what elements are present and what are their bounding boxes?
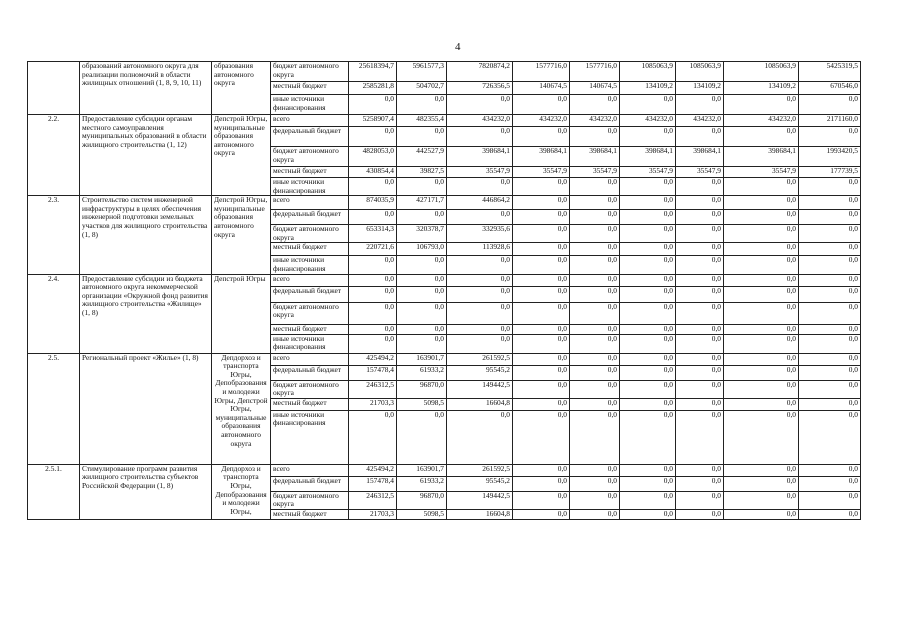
amount-cell: 0,0	[513, 464, 570, 476]
amount-cell: 434232,0	[676, 115, 724, 127]
amount-cell: 0,0	[397, 178, 447, 196]
item-executor: Депстрой Югры, муниципальные образования автономного округа	[212, 115, 271, 196]
amount-cell: 149442,5	[447, 380, 513, 398]
amount-cell: 7820874,2	[447, 62, 513, 82]
amount-cell: 0,0	[620, 509, 676, 519]
funding-source: федеральный бюджет	[271, 286, 349, 302]
item-name: Строительство систем инженерной инфраструктуры в целях обеспечения инженерной подготовки земельных участков для жилищного строительства (1, 8)	[80, 196, 212, 274]
amount-cell: 5258907,4	[349, 115, 397, 127]
amount-cell: 0,0	[397, 256, 447, 274]
amount-cell: 5098,5	[397, 509, 447, 519]
amount-cell: 0,0	[676, 353, 724, 365]
amount-cell: 0,0	[513, 365, 570, 380]
amount-cell: 0,0	[570, 256, 620, 274]
amount-cell: 35547,9	[724, 167, 799, 178]
amount-cell: 140674,5	[570, 82, 620, 95]
amount-cell: 0,0	[570, 334, 620, 353]
amount-cell: 21703,3	[349, 509, 397, 519]
amount-cell: 0,0	[447, 302, 513, 324]
table-row	[28, 115, 861, 127]
amount-cell: 0,0	[349, 410, 397, 464]
amount-cell: 0,0	[676, 324, 724, 334]
amount-cell: 0,0	[724, 243, 799, 256]
amount-cell: 35547,9	[513, 167, 570, 178]
amount-cell: 0,0	[620, 464, 676, 476]
amount-cell: 0,0	[349, 256, 397, 274]
amount-cell: 2585281,8	[349, 82, 397, 95]
amount-cell: 35547,9	[570, 167, 620, 178]
amount-cell: 0,0	[676, 243, 724, 256]
amount-cell: 246312,5	[349, 380, 397, 398]
amount-cell: 0,0	[397, 410, 447, 464]
funding-source: федеральный бюджет	[271, 365, 349, 380]
amount-cell: 157478,4	[349, 476, 397, 491]
amount-cell: 320378,7	[397, 225, 447, 243]
amount-cell: 1085063,9	[724, 62, 799, 82]
amount-cell: 874035,9	[349, 196, 397, 210]
amount-cell: 163901,7	[397, 353, 447, 365]
amount-cell: 0,0	[799, 509, 861, 519]
amount-cell: 0,0	[513, 353, 570, 365]
amount-cell: 0,0	[513, 509, 570, 519]
amount-cell: 0,0	[724, 353, 799, 365]
amount-cell: 0,0	[799, 324, 861, 334]
amount-cell: 425494,2	[349, 353, 397, 365]
amount-cell: 0,0	[799, 334, 861, 353]
amount-cell: 35547,9	[676, 167, 724, 178]
amount-cell: 398684,1	[620, 147, 676, 167]
amount-cell: 0,0	[513, 243, 570, 256]
amount-cell: 2171160,0	[799, 115, 861, 127]
amount-cell: 35547,9	[620, 167, 676, 178]
funding-source: бюджет автономного округа	[271, 62, 349, 82]
amount-cell: 39827,5	[397, 167, 447, 178]
funding-source: федеральный бюджет	[271, 210, 349, 225]
item-number: 2.3.	[28, 196, 80, 274]
amount-cell: 434232,0	[570, 115, 620, 127]
item-executor: Депстрой Югры	[212, 274, 271, 353]
amount-cell: 0,0	[513, 127, 570, 147]
amount-cell: 157478,4	[349, 365, 397, 380]
funding-source: бюджет автономного округа	[271, 302, 349, 324]
amount-cell: 0,0	[620, 491, 676, 509]
funding-source: всего	[271, 274, 349, 286]
amount-cell: 0,0	[799, 196, 861, 210]
amount-cell: 0,0	[447, 256, 513, 274]
amount-cell: 0,0	[799, 286, 861, 302]
funding-source: бюджет автономного округа	[271, 380, 349, 398]
amount-cell: 434232,0	[447, 115, 513, 127]
amount-cell: 0,0	[513, 380, 570, 398]
amount-cell: 726356,5	[447, 82, 513, 95]
amount-cell: 0,0	[676, 476, 724, 491]
amount-cell: 0,0	[724, 509, 799, 519]
item-executor: Депдорхоз и транспорта Югры, Депобразования и молодежи Югры, Депстрой Югры, муниципальные образования автономного округа	[212, 353, 271, 464]
amount-cell: 0,0	[349, 302, 397, 324]
amount-cell: 670546,0	[799, 82, 861, 95]
amount-cell: 134109,2	[620, 82, 676, 95]
amount-cell: 0,0	[799, 476, 861, 491]
amount-cell: 0,0	[513, 178, 570, 196]
amount-cell: 0,0	[349, 274, 397, 286]
amount-cell: 0,0	[799, 302, 861, 324]
amount-cell: 5098,5	[397, 398, 447, 410]
table-row	[28, 464, 861, 476]
amount-cell: 0,0	[570, 491, 620, 509]
amount-cell: 0,0	[570, 380, 620, 398]
amount-cell: 0,0	[676, 464, 724, 476]
amount-cell: 0,0	[570, 353, 620, 365]
amount-cell: 0,0	[799, 353, 861, 365]
amount-cell: 0,0	[676, 256, 724, 274]
amount-cell: 0,0	[570, 302, 620, 324]
amount-cell: 1577716,0	[513, 62, 570, 82]
amount-cell: 0,0	[513, 274, 570, 286]
amount-cell: 0,0	[349, 210, 397, 225]
amount-cell: 0,0	[676, 210, 724, 225]
item-name: Региональный проект «Жилье» (1, 8)	[80, 353, 212, 464]
amount-cell: 0,0	[620, 95, 676, 115]
amount-cell: 5425319,5	[799, 62, 861, 82]
amount-cell: 96870,0	[397, 491, 447, 509]
amount-cell: 0,0	[676, 95, 724, 115]
amount-cell: 5961577,3	[397, 62, 447, 82]
amount-cell: 0,0	[799, 491, 861, 509]
amount-cell: 0,0	[799, 365, 861, 380]
amount-cell: 427171,7	[397, 196, 447, 210]
item-name: Стимулирование программ развития жилищного строительства субъектов Российской Федерации (1, 8)	[80, 464, 212, 519]
amount-cell: 0,0	[620, 127, 676, 147]
amount-cell: 0,0	[570, 398, 620, 410]
amount-cell: 25618394,7	[349, 62, 397, 82]
amount-cell: 0,0	[447, 210, 513, 225]
amount-cell: 0,0	[724, 225, 799, 243]
funding-source: федеральный бюджет	[271, 127, 349, 147]
amount-cell: 0,0	[513, 491, 570, 509]
funding-source: местный бюджет	[271, 167, 349, 178]
amount-cell: 0,0	[676, 274, 724, 286]
amount-cell: 0,0	[724, 491, 799, 509]
item-name: Предоставление субсидии из бюджета автономного округа некоммерческой организации «Окружной фонд развития жилищного строительства «Жилище» (1, 8)	[80, 274, 212, 353]
amount-cell: 398684,1	[447, 147, 513, 167]
amount-cell: 0,0	[513, 410, 570, 464]
amount-cell: 0,0	[513, 286, 570, 302]
funding-source: иные источники финансирования	[271, 256, 349, 274]
funding-source: иные источники финансирования	[271, 95, 349, 115]
amount-cell: 0,0	[724, 95, 799, 115]
amount-cell: 0,0	[724, 178, 799, 196]
amount-cell: 0,0	[570, 464, 620, 476]
amount-cell: 504702,7	[397, 82, 447, 95]
amount-cell: 0,0	[397, 127, 447, 147]
amount-cell: 0,0	[620, 398, 676, 410]
amount-cell: 0,0	[799, 178, 861, 196]
amount-cell: 0,0	[513, 256, 570, 274]
amount-cell: 0,0	[570, 324, 620, 334]
amount-cell: 0,0	[349, 324, 397, 334]
amount-cell: 398684,1	[513, 147, 570, 167]
amount-cell: 0,0	[349, 127, 397, 147]
amount-cell: 220721,6	[349, 243, 397, 256]
amount-cell: 96870,0	[397, 380, 447, 398]
amount-cell: 446864,2	[447, 196, 513, 210]
amount-cell: 0,0	[513, 324, 570, 334]
amount-cell: 430854,4	[349, 167, 397, 178]
amount-cell: 425494,2	[349, 464, 397, 476]
amount-cell: 0,0	[799, 274, 861, 286]
amount-cell: 0,0	[724, 274, 799, 286]
amount-cell: 0,0	[724, 334, 799, 353]
amount-cell: 0,0	[570, 178, 620, 196]
amount-cell: 0,0	[724, 464, 799, 476]
amount-cell: 442527,9	[397, 147, 447, 167]
amount-cell: 0,0	[397, 302, 447, 324]
amount-cell: 0,0	[620, 365, 676, 380]
amount-cell: 0,0	[570, 127, 620, 147]
amount-cell: 0,0	[724, 302, 799, 324]
amount-cell: 134109,2	[676, 82, 724, 95]
amount-cell: 0,0	[570, 225, 620, 243]
amount-cell: 0,0	[676, 196, 724, 210]
amount-cell: 95545,2	[447, 476, 513, 491]
amount-cell: 0,0	[620, 225, 676, 243]
amount-cell: 140674,5	[513, 82, 570, 95]
funding-source: бюджет автономного округа	[271, 491, 349, 509]
amount-cell: 0,0	[513, 302, 570, 324]
table-row	[28, 196, 861, 210]
amount-cell: 0,0	[676, 286, 724, 302]
funding-source: иные источники финансирования	[271, 334, 349, 353]
amount-cell: 95545,2	[447, 365, 513, 380]
funding-source: местный бюджет	[271, 324, 349, 334]
amount-cell: 1085063,9	[676, 62, 724, 82]
amount-cell: 0,0	[570, 286, 620, 302]
amount-cell: 0,0	[724, 380, 799, 398]
item-number: 2.2.	[28, 115, 80, 196]
amount-cell: 0,0	[620, 353, 676, 365]
amount-cell: 61933,2	[397, 476, 447, 491]
item-name: образований автономного округа для реализации полномочий в области жилищных отношений (1, 8, 9, 10, 11)	[80, 62, 212, 115]
item-number: 2.4.	[28, 274, 80, 353]
amount-cell: 0,0	[513, 196, 570, 210]
amount-cell: 0,0	[620, 410, 676, 464]
amount-cell: 0,0	[676, 491, 724, 509]
amount-cell: 0,0	[676, 380, 724, 398]
amount-cell: 0,0	[620, 334, 676, 353]
amount-cell: 0,0	[397, 95, 447, 115]
amount-cell: 0,0	[676, 509, 724, 519]
amount-cell: 0,0	[676, 334, 724, 353]
amount-cell: 0,0	[799, 410, 861, 464]
amount-cell: 16604,8	[447, 509, 513, 519]
amount-cell: 0,0	[513, 210, 570, 225]
amount-cell: 0,0	[513, 334, 570, 353]
amount-cell: 134109,2	[724, 82, 799, 95]
table-row	[28, 353, 861, 365]
amount-cell: 0,0	[799, 243, 861, 256]
amount-cell: 0,0	[513, 476, 570, 491]
amount-cell: 0,0	[397, 334, 447, 353]
amount-cell: 0,0	[620, 476, 676, 491]
funding-source: всего	[271, 464, 349, 476]
funding-source: бюджет автономного округа	[271, 147, 349, 167]
amount-cell: 434232,0	[513, 115, 570, 127]
funding-source: местный бюджет	[271, 243, 349, 256]
amount-cell: 0,0	[570, 476, 620, 491]
amount-cell: 0,0	[349, 178, 397, 196]
funding-source: всего	[271, 353, 349, 365]
amount-cell: 0,0	[513, 225, 570, 243]
amount-cell: 0,0	[799, 398, 861, 410]
amount-cell: 0,0	[724, 210, 799, 225]
funding-source: местный бюджет	[271, 398, 349, 410]
amount-cell: 0,0	[570, 274, 620, 286]
amount-cell: 1085063,9	[620, 62, 676, 82]
amount-cell: 0,0	[676, 127, 724, 147]
amount-cell: 61933,2	[397, 365, 447, 380]
amount-cell: 0,0	[349, 286, 397, 302]
amount-cell: 653314,3	[349, 225, 397, 243]
amount-cell: 261592,5	[447, 353, 513, 365]
amount-cell: 0,0	[349, 334, 397, 353]
amount-cell: 434232,0	[620, 115, 676, 127]
amount-cell: 0,0	[799, 95, 861, 115]
amount-cell: 1993420,5	[799, 147, 861, 167]
item-name: Предоставление субсидии органам местного самоуправления муниципальных образований в области жилищного строительства (1, 12)	[80, 115, 212, 196]
amount-cell: 0,0	[724, 196, 799, 210]
amount-cell: 4828053,0	[349, 147, 397, 167]
amount-cell: 398684,1	[676, 147, 724, 167]
amount-cell: 149442,5	[447, 491, 513, 509]
amount-cell: 0,0	[676, 365, 724, 380]
amount-cell: 0,0	[447, 324, 513, 334]
amount-cell: 398684,1	[724, 147, 799, 167]
table-row	[28, 274, 861, 286]
amount-cell: 0,0	[447, 286, 513, 302]
amount-cell: 0,0	[570, 365, 620, 380]
amount-cell: 0,0	[620, 380, 676, 398]
amount-cell: 0,0	[570, 196, 620, 210]
amount-cell: 0,0	[799, 256, 861, 274]
funding-source: иные источники финансирования	[271, 178, 349, 196]
amount-cell: 0,0	[799, 380, 861, 398]
amount-cell: 0,0	[620, 274, 676, 286]
amount-cell: 0,0	[447, 178, 513, 196]
amount-cell: 0,0	[799, 210, 861, 225]
amount-cell: 0,0	[447, 410, 513, 464]
amount-cell: 0,0	[676, 410, 724, 464]
amount-cell: 434232,0	[724, 115, 799, 127]
amount-cell: 35547,9	[447, 167, 513, 178]
funding-source: федеральный бюджет	[271, 476, 349, 491]
amount-cell: 0,0	[397, 274, 447, 286]
amount-cell: 0,0	[447, 127, 513, 147]
amount-cell: 0,0	[724, 365, 799, 380]
item-number: 2.5.1.	[28, 464, 80, 519]
amount-cell: 0,0	[620, 210, 676, 225]
amount-cell: 0,0	[724, 398, 799, 410]
amount-cell: 163901,7	[397, 464, 447, 476]
amount-cell: 0,0	[724, 127, 799, 147]
amount-cell: 0,0	[620, 256, 676, 274]
funding-source: бюджет автономного округа	[271, 225, 349, 243]
item-number: 2.5.	[28, 353, 80, 464]
amount-cell: 0,0	[513, 95, 570, 115]
amount-cell: 0,0	[724, 476, 799, 491]
amount-cell: 0,0	[349, 95, 397, 115]
amount-cell: 0,0	[397, 286, 447, 302]
amount-cell: 0,0	[724, 410, 799, 464]
amount-cell: 177739,5	[799, 167, 861, 178]
amount-cell: 0,0	[676, 225, 724, 243]
amount-cell: 0,0	[724, 286, 799, 302]
item-executor: Депстрой Югры, муниципальные образования автономного округа	[212, 196, 271, 274]
amount-cell: 0,0	[620, 196, 676, 210]
amount-cell: 0,0	[620, 178, 676, 196]
amount-cell: 0,0	[397, 324, 447, 334]
amount-cell: 0,0	[799, 225, 861, 243]
amount-cell: 398684,1	[570, 147, 620, 167]
amount-cell: 1577716,0	[570, 62, 620, 82]
amount-cell: 0,0	[620, 324, 676, 334]
amount-cell: 332935,6	[447, 225, 513, 243]
table-row	[28, 62, 861, 82]
amount-cell: 482355,4	[397, 115, 447, 127]
amount-cell: 106793,0	[397, 243, 447, 256]
amount-cell: 0,0	[676, 398, 724, 410]
amount-cell: 0,0	[724, 256, 799, 274]
amount-cell: 0,0	[447, 95, 513, 115]
amount-cell: 16604,8	[447, 398, 513, 410]
amount-cell: 0,0	[513, 398, 570, 410]
amount-cell: 0,0	[799, 464, 861, 476]
funding-source: местный бюджет	[271, 509, 349, 519]
funding-source: всего	[271, 196, 349, 210]
amount-cell: 113928,6	[447, 243, 513, 256]
amount-cell: 0,0	[620, 302, 676, 324]
amount-cell: 246312,5	[349, 491, 397, 509]
amount-cell: 0,0	[620, 243, 676, 256]
amount-cell: 0,0	[570, 509, 620, 519]
item-executor: Депдорхоз и транспорта Югры, Депобразования и молодежи Югры,	[212, 464, 271, 519]
amount-cell: 0,0	[397, 210, 447, 225]
amount-cell: 0,0	[570, 410, 620, 464]
funding-source: иные источники финансирования	[271, 410, 349, 464]
amount-cell: 0,0	[570, 243, 620, 256]
page-number: 4	[455, 41, 461, 53]
amount-cell: 0,0	[447, 274, 513, 286]
amount-cell: 0,0	[620, 286, 676, 302]
amount-cell: 0,0	[676, 302, 724, 324]
funding-source: местный бюджет	[271, 82, 349, 95]
budget-table	[27, 61, 861, 520]
amount-cell: 0,0	[447, 334, 513, 353]
amount-cell: 0,0	[676, 178, 724, 196]
amount-cell: 0,0	[570, 95, 620, 115]
amount-cell: 21703,3	[349, 398, 397, 410]
item-executor: образования автономного округа	[212, 62, 271, 115]
amount-cell: 0,0	[724, 324, 799, 334]
amount-cell: 0,0	[799, 127, 861, 147]
amount-cell: 261592,5	[447, 464, 513, 476]
item-number	[28, 62, 80, 115]
funding-source: всего	[271, 115, 349, 127]
amount-cell: 0,0	[570, 210, 620, 225]
